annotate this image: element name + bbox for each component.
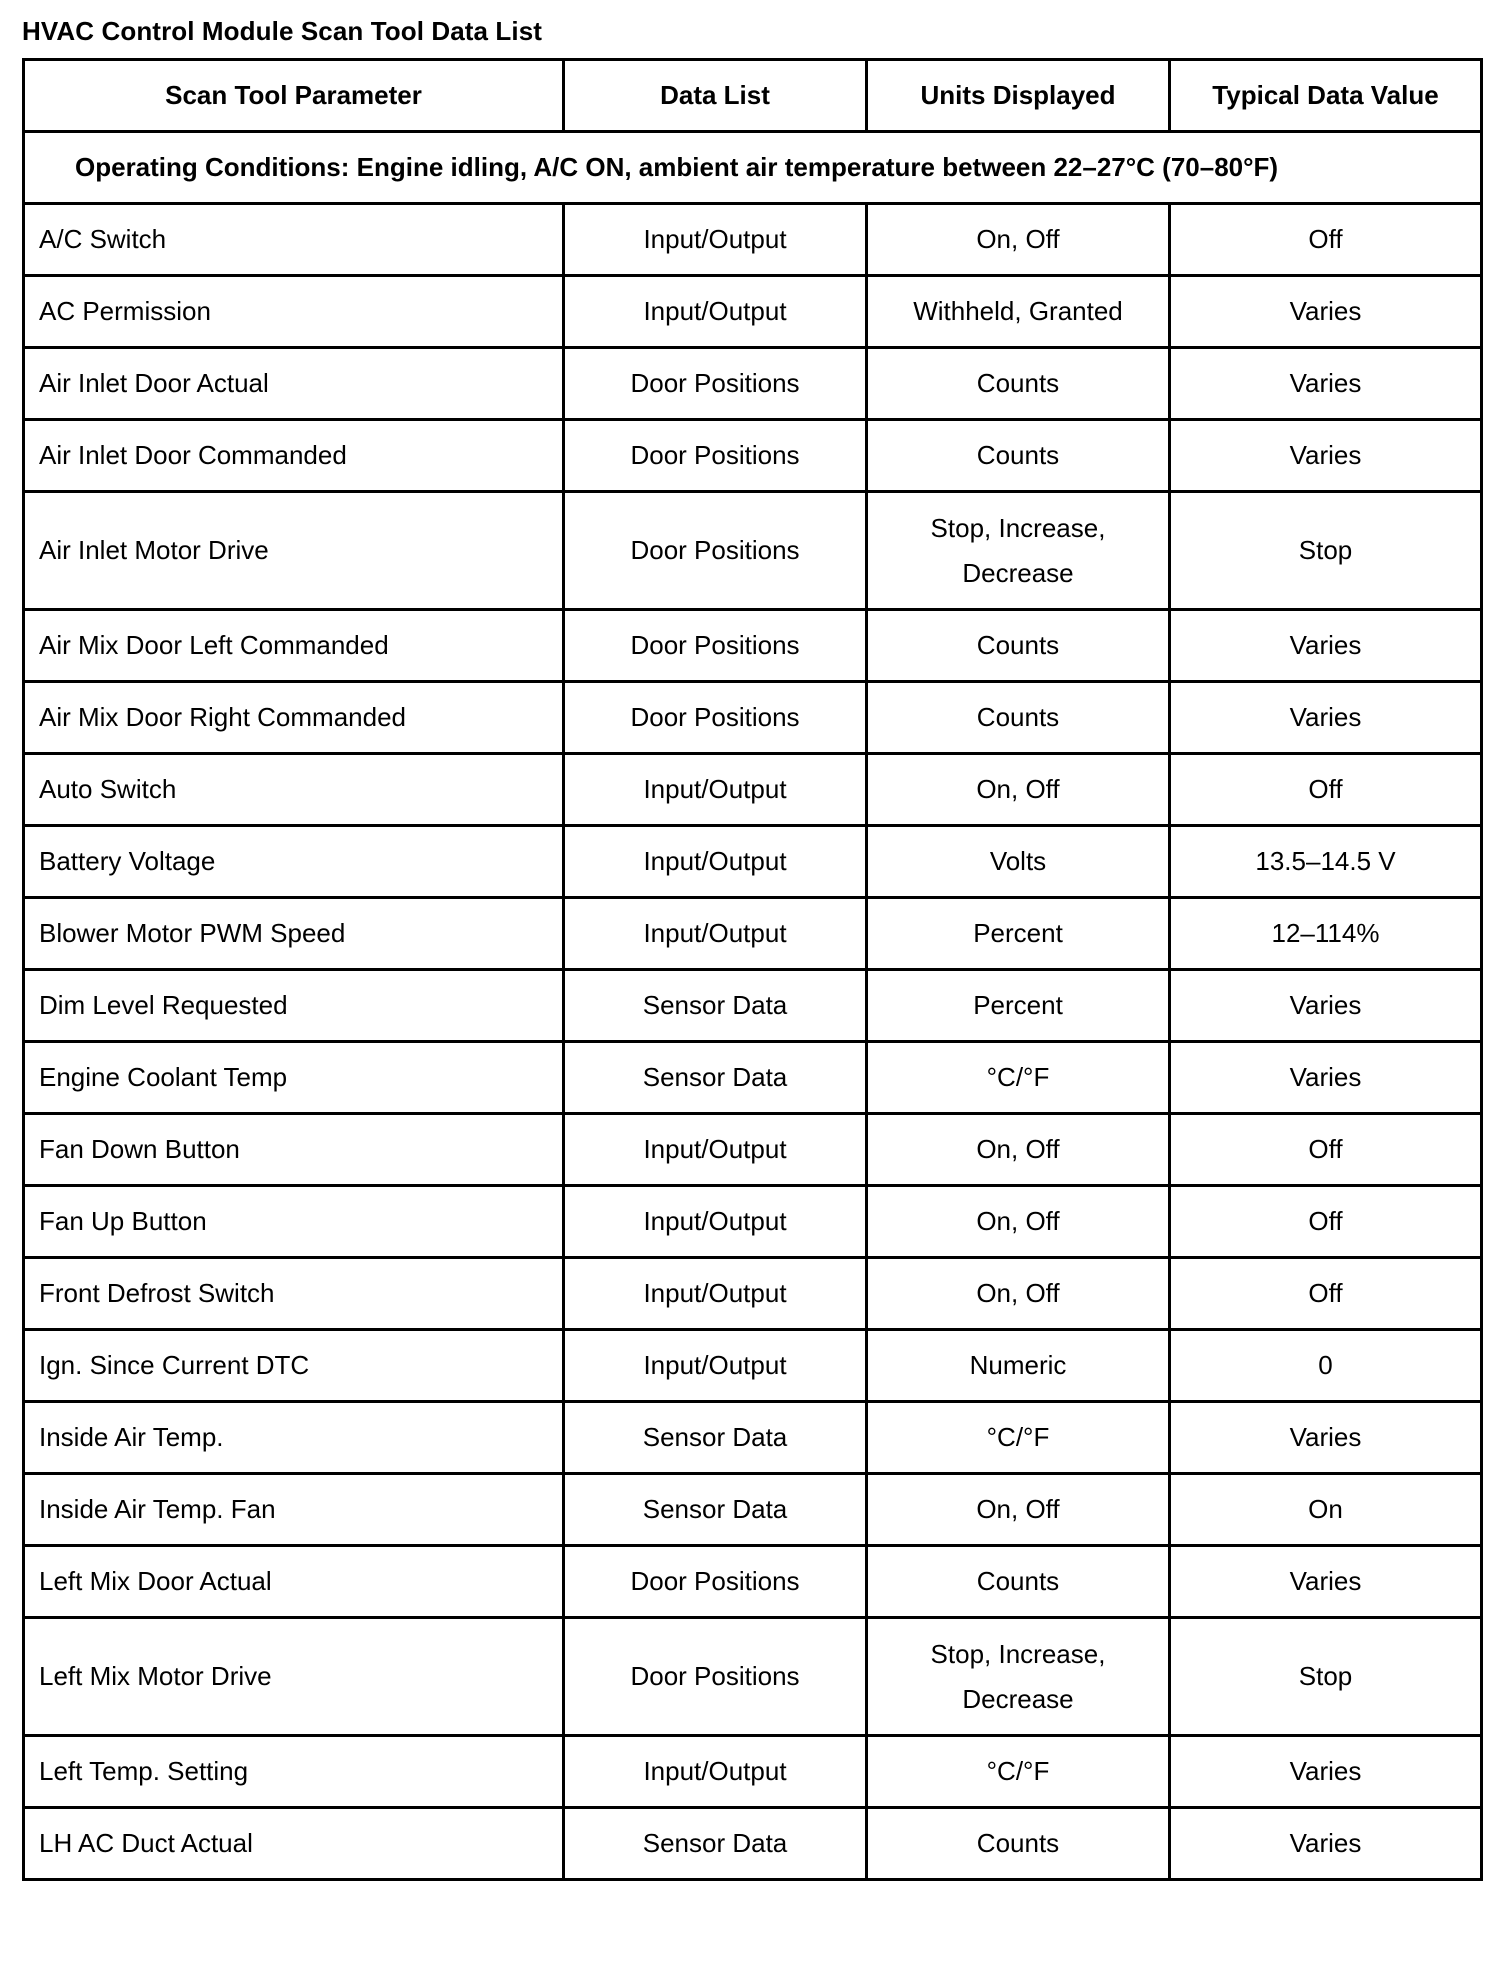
table-row: [24, 348, 1482, 420]
parameter-cell: Fan Down Button: [24, 1114, 564, 1186]
units-cell: On, Off: [867, 1474, 1170, 1546]
table-row: [24, 1546, 1482, 1618]
header-data-list: Data List: [564, 60, 867, 132]
table-row: [24, 204, 1482, 276]
table-row: [24, 1186, 1482, 1258]
typical-value-cell: 0: [1170, 1330, 1482, 1402]
data-list-cell: Door Positions: [564, 348, 867, 420]
table-row: [24, 1808, 1482, 1880]
units-cell: On, Off: [867, 204, 1170, 276]
data-list-cell: Input/Output: [564, 754, 867, 826]
data-list-cell: Sensor Data: [564, 970, 867, 1042]
table-row: [24, 1474, 1482, 1546]
parameter-cell: A/C Switch: [24, 204, 564, 276]
data-list-cell: Input/Output: [564, 898, 867, 970]
units-cell: Counts: [867, 610, 1170, 682]
table-row: [24, 492, 1482, 610]
typical-value-cell: Varies: [1170, 970, 1482, 1042]
parameter-cell: Air Mix Door Left Commanded: [24, 610, 564, 682]
parameter-cell: LH AC Duct Actual: [24, 1808, 564, 1880]
table-row: [24, 1736, 1482, 1808]
units-cell: °C/°F: [867, 1042, 1170, 1114]
typical-value-cell: Off: [1170, 1186, 1482, 1258]
parameter-cell: Auto Switch: [24, 754, 564, 826]
table-row: [24, 420, 1482, 492]
parameter-cell: Dim Level Requested: [24, 970, 564, 1042]
data-list-cell: Door Positions: [564, 682, 867, 754]
operating-conditions: Operating Conditions: Engine idling, A/C ON, ambient air temperature between 22–27°C (70–80°F): [24, 132, 1482, 204]
header-parameter: Scan Tool Parameter: [24, 60, 564, 132]
typical-value-cell: 13.5–14.5 V: [1170, 826, 1482, 898]
parameter-cell: Left Temp. Setting: [24, 1736, 564, 1808]
typical-value-cell: Varies: [1170, 1808, 1482, 1880]
parameter-cell: Air Inlet Motor Drive: [24, 492, 564, 610]
units-cell: Withheld, Granted: [867, 276, 1170, 348]
parameter-cell: Air Mix Door Right Commanded: [24, 682, 564, 754]
typical-value-cell: Stop: [1170, 1618, 1482, 1736]
units-line: Decrease: [962, 557, 1074, 588]
table-row: [24, 1258, 1482, 1330]
table-row: [24, 1330, 1482, 1402]
data-list-cell: Door Positions: [564, 420, 867, 492]
units-cell: On, Off: [867, 1114, 1170, 1186]
parameter-cell: Inside Air Temp.: [24, 1402, 564, 1474]
typical-value-cell: Varies: [1170, 1546, 1482, 1618]
typical-value-cell: Varies: [1170, 276, 1482, 348]
table-row: [24, 1042, 1482, 1114]
operating-conditions-row: [24, 132, 1482, 204]
data-list-cell: Sensor Data: [564, 1402, 867, 1474]
parameter-cell: Engine Coolant Temp: [24, 1042, 564, 1114]
data-table: [22, 58, 1483, 1881]
units-cell: Counts: [867, 1546, 1170, 1618]
typical-value-cell: Off: [1170, 754, 1482, 826]
parameter-cell: Air Inlet Door Actual: [24, 348, 564, 420]
parameter-cell: Blower Motor PWM Speed: [24, 898, 564, 970]
page-title: HVAC Control Module Scan Tool Data List: [22, 16, 543, 46]
units-cell: Counts: [867, 420, 1170, 492]
units-cell: [867, 1618, 1170, 1736]
units-line: Stop, Increase,: [930, 1638, 1106, 1669]
typical-value-cell: Varies: [1170, 420, 1482, 492]
header-typical-value: Typical Data Value: [1170, 60, 1482, 132]
units-cell: Percent: [867, 898, 1170, 970]
parameter-cell: Inside Air Temp. Fan: [24, 1474, 564, 1546]
data-list-cell: Input/Output: [564, 1186, 867, 1258]
units-cell: Counts: [867, 682, 1170, 754]
units-cell: Counts: [867, 1808, 1170, 1880]
units-cell: On, Off: [867, 754, 1170, 826]
units-cell: [867, 492, 1170, 610]
table-row: [24, 1618, 1482, 1736]
table-row: [24, 1114, 1482, 1186]
table-row: [24, 276, 1482, 348]
data-list-cell: Sensor Data: [564, 1474, 867, 1546]
header-row: [24, 60, 1482, 132]
parameter-cell: Left Mix Motor Drive: [24, 1618, 564, 1736]
parameter-cell: Air Inlet Door Commanded: [24, 420, 564, 492]
typical-value-cell: Varies: [1170, 1042, 1482, 1114]
table-row: [24, 1402, 1482, 1474]
typical-value-cell: Varies: [1170, 682, 1482, 754]
units-cell: °C/°F: [867, 1736, 1170, 1808]
typical-value-cell: Varies: [1170, 610, 1482, 682]
typical-value-cell: Off: [1170, 204, 1482, 276]
data-list-cell: Input/Output: [564, 1114, 867, 1186]
units-cell: °C/°F: [867, 1402, 1170, 1474]
units-cell: On, Off: [867, 1186, 1170, 1258]
data-list-cell: Sensor Data: [564, 1042, 867, 1114]
table-row: [24, 898, 1482, 970]
data-list-cell: Input/Output: [564, 1330, 867, 1402]
parameter-cell: Fan Up Button: [24, 1186, 564, 1258]
typical-value-cell: Stop: [1170, 492, 1482, 610]
typical-value-cell: Off: [1170, 1258, 1482, 1330]
data-list-cell: Sensor Data: [564, 1808, 867, 1880]
table-row: [24, 970, 1482, 1042]
data-list-cell: Door Positions: [564, 1546, 867, 1618]
typical-value-cell: 12–114%: [1170, 898, 1482, 970]
parameter-cell: Ign. Since Current DTC: [24, 1330, 564, 1402]
table-row: [24, 610, 1482, 682]
table-row: [24, 682, 1482, 754]
parameter-cell: AC Permission: [24, 276, 564, 348]
data-list-cell: Door Positions: [564, 492, 867, 610]
typical-value-cell: Varies: [1170, 1402, 1482, 1474]
typical-value-cell: Off: [1170, 1114, 1482, 1186]
parameter-cell: Left Mix Door Actual: [24, 1546, 564, 1618]
data-list-cell: Input/Output: [564, 1258, 867, 1330]
units-cell: Volts: [867, 826, 1170, 898]
parameter-cell: Front Defrost Switch: [24, 1258, 564, 1330]
data-list-cell: Door Positions: [564, 1618, 867, 1736]
units-cell: Numeric: [867, 1330, 1170, 1402]
typical-value-cell: Varies: [1170, 1736, 1482, 1808]
table-row: [24, 826, 1482, 898]
units-line: Stop, Increase,: [930, 512, 1106, 543]
units-cell: Percent: [867, 970, 1170, 1042]
units-cell: On, Off: [867, 1258, 1170, 1330]
parameter-cell: Battery Voltage: [24, 826, 564, 898]
data-list-cell: Input/Output: [564, 1736, 867, 1808]
typical-value-cell: On: [1170, 1474, 1482, 1546]
typical-value-cell: Varies: [1170, 348, 1482, 420]
table-row: [24, 754, 1482, 826]
units-cell: Counts: [867, 348, 1170, 420]
data-list-cell: Door Positions: [564, 610, 867, 682]
units-line: Decrease: [962, 1683, 1074, 1714]
header-units: Units Displayed: [867, 60, 1170, 132]
data-list-cell: Input/Output: [564, 276, 867, 348]
data-list-cell: Input/Output: [564, 204, 867, 276]
data-list-cell: Input/Output: [564, 826, 867, 898]
